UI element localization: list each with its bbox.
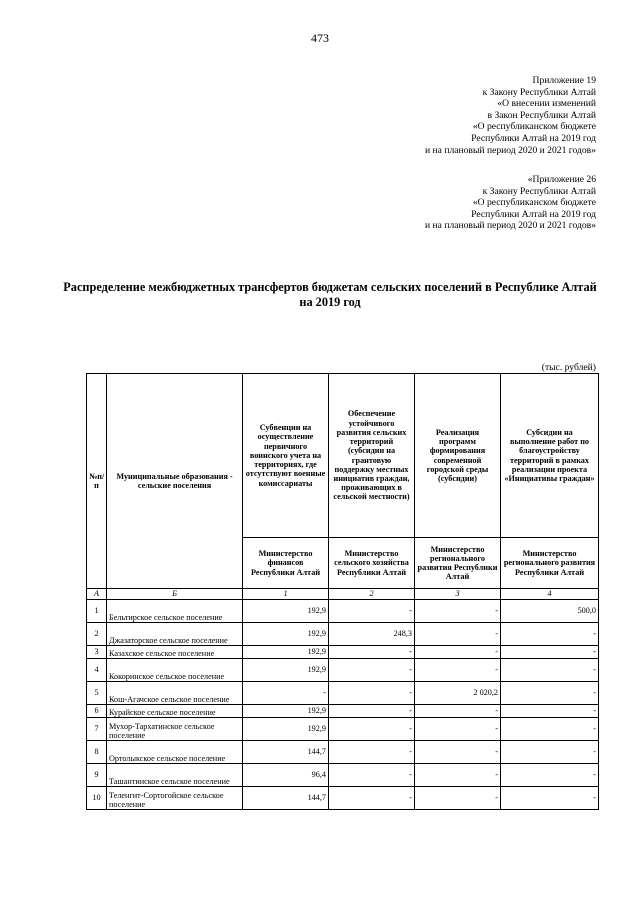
cell-value: -: [501, 705, 599, 718]
row-number: 7: [87, 718, 107, 741]
cell-value: 144,7: [243, 787, 329, 810]
cell-value: -: [415, 705, 501, 718]
settlement-name: Кокоринское сельское поселение: [107, 659, 243, 682]
table-row: [87, 646, 599, 659]
cell-value: -: [415, 787, 501, 810]
row-number: 1: [87, 600, 107, 623]
cell-value: -: [415, 741, 501, 764]
cell-value: 144,7: [243, 741, 329, 764]
header-column-3: Реализация программ формирования современной городской среды (субсидии): [415, 374, 501, 538]
ministry-column-4: Министерство регионального развития Республики Алтай: [501, 538, 599, 589]
row-number: 4: [87, 659, 107, 682]
ministry-column-1: Министерство финансов Республики Алтай: [243, 538, 329, 589]
cell-value: -: [501, 741, 599, 764]
row-number: 6: [87, 705, 107, 718]
cell-value: -: [415, 659, 501, 682]
row-number: 9: [87, 764, 107, 787]
appendix-19-line: и на плановый период 2020 и 2021 годов»: [425, 144, 596, 156]
cell-value: -: [501, 787, 599, 810]
cell-value: -: [415, 623, 501, 646]
cell-value: -: [501, 718, 599, 741]
cell-value: 192,9: [243, 623, 329, 646]
column-index-row: [87, 589, 599, 600]
settlement-name: Бельтирское сельское поселение: [107, 600, 243, 623]
row-number: 2: [87, 623, 107, 646]
appendix-19-line: «О внесении изменений: [497, 98, 596, 110]
settlement-name: Ортолыкское сельское поселение: [107, 741, 243, 764]
cell-value: -: [329, 600, 415, 623]
cell-value: -: [415, 764, 501, 787]
cell-value: -: [415, 646, 501, 659]
cell-value: 192,9: [243, 600, 329, 623]
table-row: [87, 787, 599, 810]
cell-value: -: [329, 741, 415, 764]
table-row: [87, 741, 599, 764]
cell-value: -: [329, 705, 415, 718]
appendix-26-line: «Приложение 26: [527, 174, 596, 185]
header-column-2: Обеспечение устойчивого развития сельских территорий (субсидии на грантовую поддержку местных инициатив граждан, проживающих в сельской местности): [329, 374, 415, 538]
settlement-name: Джазаторское сельское поселение: [107, 623, 243, 646]
cell-value: -: [501, 682, 599, 705]
cell-value: -: [501, 623, 599, 646]
cell-value: 192,9: [243, 705, 329, 718]
column-index: 1: [243, 589, 329, 600]
table-row: [87, 705, 599, 718]
row-number: 3: [87, 646, 107, 659]
settlement-name: Мухор-Тархатинское сельское поселение: [107, 718, 243, 741]
appendix-19-line: Приложение 19: [532, 75, 596, 86]
table-header-row: [87, 374, 599, 538]
cell-value: -: [501, 646, 599, 659]
table-row: [87, 682, 599, 705]
cell-value: -: [415, 600, 501, 623]
cell-value: 500,0: [501, 600, 599, 623]
cell-value: 2 020,2: [415, 682, 501, 705]
header-name: Муниципальные образования - сельские поселения: [107, 374, 243, 589]
appendix-19-line: в Закон Республики Алтай: [487, 109, 596, 121]
appendix-19-line: Республики Алтай на 2019 год: [471, 132, 596, 144]
header-column-4: Субсидии на выполнение работ по благоустройству территорий в рамках реализации проекта «Инициативы граждан»: [501, 374, 599, 538]
cell-value: 192,9: [243, 718, 329, 741]
column-index: А: [87, 589, 107, 600]
appendix-19-block: [425, 75, 596, 156]
cell-value: -: [243, 682, 329, 705]
appendix-26-line: Республики Алтай на 2019 год: [471, 208, 596, 220]
settlement-name: Кош-Агачское сельское поселение: [107, 682, 243, 705]
table-row: [87, 764, 599, 787]
settlement-name: Теленгит-Сортогойское сельское поселение: [107, 787, 243, 810]
cell-value: -: [501, 659, 599, 682]
cell-value: -: [329, 718, 415, 741]
ministry-column-3: Министерство регионального развития Республики Алтай: [415, 538, 501, 589]
settlement-name: Казахское сельское поселение: [107, 646, 243, 659]
cell-value: 192,9: [243, 646, 329, 659]
column-index: 2: [329, 589, 415, 600]
row-number: 10: [87, 787, 107, 810]
appendix-26-block: [425, 174, 596, 232]
settlement-name: Ташантинское сельское поселение: [107, 764, 243, 787]
cell-value: -: [329, 764, 415, 787]
header-num: №п/п: [87, 374, 107, 589]
column-index: 4: [501, 589, 599, 600]
cell-value: -: [329, 659, 415, 682]
page-number: 473: [311, 31, 329, 45]
column-index: 3: [415, 589, 501, 600]
document-title: Распределение межбюджетных трансфертов бюджетам сельских поселений в Республике Алтай на 2019 год: [63, 280, 597, 309]
cell-value: 96,4: [243, 764, 329, 787]
units-label: (тыс. рублей): [541, 362, 596, 373]
cell-value: 192,9: [243, 659, 329, 682]
ministry-column-2: Министерство сельского хозяйства Республики Алтай: [329, 538, 415, 589]
settlement-name: Курайское сельское поселение: [107, 705, 243, 718]
row-number: 5: [87, 682, 107, 705]
cell-value: -: [329, 682, 415, 705]
table-row: [87, 718, 599, 741]
column-index: Б: [107, 589, 243, 600]
cell-value: -: [415, 718, 501, 741]
appendix-26-line: и на плановый период 2020 и 2021 годов»: [425, 220, 596, 232]
cell-value: -: [501, 764, 599, 787]
table-row: [87, 600, 599, 623]
header-column-1: Субвенции на осуществление первичного воинского учета на территориях, где отсутствуют военные комиссариаты: [243, 374, 329, 538]
cell-value: -: [329, 646, 415, 659]
table-row: [87, 659, 599, 682]
appendix-19-line: к Закону Республики Алтай: [482, 86, 596, 98]
appendix-26-line: «О республиканском бюджете: [472, 197, 596, 209]
cell-value: 248,3: [329, 623, 415, 646]
appendix-19-line: «О республиканском бюджете: [472, 121, 596, 133]
transfers-table: [86, 373, 599, 810]
cell-value: -: [329, 787, 415, 810]
row-number: 8: [87, 741, 107, 764]
table-row: [87, 623, 599, 646]
appendix-26-line: к Закону Республики Алтай: [482, 185, 596, 197]
